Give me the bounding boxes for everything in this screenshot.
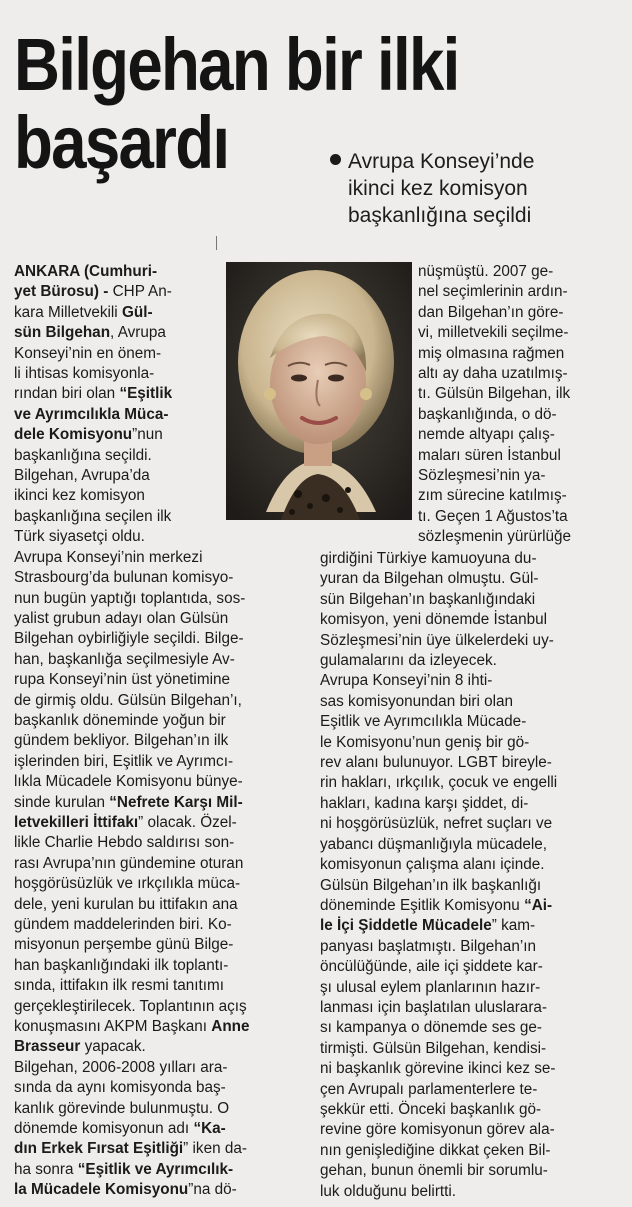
text-line: [418, 323, 624, 343]
text-line: [14, 405, 314, 425]
text-line: [418, 486, 624, 506]
text-run: ikinci kez komisyon: [14, 487, 145, 505]
bold-text: letvekilleri İttifakı: [14, 813, 139, 831]
text-run: le Komisyonu’nun geniş bir gö-: [320, 733, 530, 751]
headline-line-1: Bilgehan bir ilki: [14, 23, 459, 106]
text-line: [14, 303, 314, 323]
text-line: [14, 997, 314, 1017]
text-line: [418, 262, 624, 282]
text-line: [320, 916, 624, 936]
bold-text: dele Komisyonu: [14, 426, 133, 444]
text-run: sinde kurulan: [14, 793, 110, 811]
text-line: [320, 1120, 624, 1140]
text-line: [14, 813, 314, 833]
text-run: , Avrupa: [110, 324, 166, 342]
text-run: han, başkanlığa seçilmesiyle Av-: [14, 650, 235, 668]
text-run: başkanlık döneminde yoğun bir: [14, 711, 226, 729]
article-column-right: [320, 549, 624, 1202]
text-run: misyonun perşembe günü Bilge-: [14, 936, 234, 954]
bold-text: Gül-: [121, 303, 153, 321]
text-line: [320, 692, 624, 712]
text-run: rin hakları, ırkçılık, çocuk ve engelli: [320, 774, 558, 792]
text-line: [418, 466, 624, 486]
text-run: başkanlığına seçilen ilk: [14, 507, 172, 525]
text-run: Bilgehan oybirliğiyle seçildi. Bilge-: [14, 630, 244, 648]
text-run: tı. Gülsün Bilgehan, ilk: [418, 385, 571, 403]
text-line: [14, 282, 314, 302]
text-run: nun bugün yaptığı toplantıda, sos-: [14, 589, 246, 607]
text-line: [14, 548, 314, 568]
text-line: [418, 364, 624, 384]
text-line: [14, 344, 314, 364]
text-line: [320, 712, 624, 732]
text-run: girdiğini Türkiye kamuoyuna du-: [320, 550, 537, 567]
text-run: likle Charlie Hebdo saldırısı son-: [14, 834, 235, 852]
column-divider: [216, 236, 217, 250]
text-run: dele, yeni kurulan bu ittifakın ana: [14, 895, 238, 913]
text-run: li ihtisas komisyonla-: [14, 365, 155, 383]
text-run: Avrupa Konseyi’nin 8 ihti-: [320, 672, 493, 690]
text-run: kara Milletvekili: [14, 303, 122, 321]
bold-text: “Ka-: [193, 1120, 226, 1138]
text-run: ” kam-: [491, 917, 536, 935]
text-run: sözleşmenin yürürlüğe: [418, 528, 572, 546]
text-line: [14, 956, 314, 976]
text-run: sında da aynı komisyonda baş-: [14, 1079, 226, 1097]
article-column-left: [14, 262, 314, 1201]
bold-text: “Ai-: [524, 896, 553, 914]
text-run: sün Bilgehan’ın başkanlığındaki: [320, 590, 536, 608]
text-run: vi, milletvekili seçilme-: [418, 324, 569, 342]
text-run: gerçekleştirilecek. Toplantının açış: [14, 997, 247, 1015]
bold-text: yet Bürosu) -: [14, 283, 109, 301]
text-line: [14, 691, 314, 711]
text-run: nüşmüştü. 2007 ge-: [418, 263, 554, 280]
text-line: [320, 1080, 624, 1100]
text-line: [320, 549, 624, 569]
text-run: Avrupa Konseyi’nin merkezi: [14, 548, 203, 566]
text-line: [14, 364, 314, 384]
text-line: [14, 793, 314, 813]
text-line: [14, 568, 314, 588]
text-run: hoşgörüsüzlük ve ırkçılıkla müca-: [14, 875, 241, 893]
text-run: gehan, bunun önemli bir sorumlu-: [320, 1162, 548, 1180]
text-run: CHP An-: [108, 283, 172, 301]
text-run: Sözleşmesi’nin üye ülkelerdeki uy-: [320, 631, 554, 649]
text-line: [14, 833, 314, 853]
text-run: Konseyi’nin en önem-: [14, 344, 162, 362]
text-line: [14, 1078, 314, 1098]
text-run: gündem bekliyor. Bilgehan’ın ilk: [14, 732, 229, 750]
text-line: [418, 425, 624, 445]
text-line: [14, 1180, 314, 1200]
text-line: [320, 1059, 624, 1079]
text-line: [320, 814, 624, 834]
text-line: [320, 631, 624, 651]
text-run: gündem maddelerinden biri. Ko-: [14, 916, 232, 933]
text-line: [320, 937, 624, 957]
text-run: Gülsün Bilgehan’ın ilk başkanlığı: [320, 876, 542, 894]
text-run: nın genişlediğine dikkat çeken Bil-: [320, 1141, 551, 1159]
text-run: nel seçimlerinin ardın-: [418, 283, 568, 301]
text-line: [320, 651, 624, 671]
text-line: [418, 344, 624, 364]
text-run: komisyon, yeni dönemde İstanbul: [320, 611, 548, 629]
text-run: Eşitlik ve Ayrımcılıkla Mücade-: [320, 713, 527, 731]
text-run: yapacak.: [80, 1038, 146, 1056]
text-line: [14, 527, 314, 547]
text-run: rupa Konseyi’nin üst yönetimine: [14, 671, 230, 689]
text-line: [14, 772, 314, 792]
bold-text: “Nefrete Karşı Mil-: [109, 793, 243, 811]
text-run: rası Avrupa’nın gündemine oturan: [14, 854, 244, 872]
text-line: [320, 590, 624, 610]
text-line: [14, 1139, 314, 1159]
text-run: Sözleşmesi’nin ya-: [418, 467, 546, 485]
text-line: [14, 609, 314, 629]
text-run: tı. Geçen 1 Ağustos’ta: [418, 507, 568, 525]
text-line: [320, 978, 624, 998]
text-line: [320, 794, 624, 814]
text-run: başkanlığında, o dö-: [418, 405, 557, 423]
text-line: [14, 507, 314, 527]
text-line: [14, 895, 314, 915]
text-line: [14, 486, 314, 506]
bold-text: la Mücadele Komisyonu: [14, 1181, 189, 1199]
text-run: ”nun: [132, 426, 163, 444]
text-line: [14, 1160, 314, 1180]
text-run: dönemde komisyonun adı: [14, 1120, 194, 1138]
text-run: Bilgehan, 2006-2008 yılları ara-: [14, 1058, 228, 1076]
bold-text: Anne: [211, 1018, 250, 1036]
text-run: lıkla Mücadele Komisyonu bünye-: [14, 773, 243, 791]
bold-text: dın Erkek Fırsat Eşitliği: [14, 1140, 184, 1158]
text-run: dan Bilgehan’ın göre-: [418, 303, 564, 321]
text-run: sında, ittifakın ilk resmi tanıtımı: [14, 977, 224, 995]
text-line: [14, 446, 314, 466]
text-run: komisyonun çalışma alanı içinde.: [320, 856, 545, 874]
text-run: yabancı düşmanlığıyla mücadele,: [320, 835, 548, 853]
text-run: ” olacak. Özel-: [138, 813, 237, 831]
text-run: sı kampanya o dönemde ses ge-: [320, 1019, 542, 1037]
text-line: [14, 629, 314, 649]
text-line: [14, 1037, 314, 1057]
text-line: [418, 507, 624, 527]
text-run: çen Avrupalı parlamenterlere te-: [320, 1080, 538, 1098]
text-line: [14, 1099, 314, 1119]
text-line: [320, 835, 624, 855]
text-run: hakları, kadına karşı şiddet, di-: [320, 794, 529, 812]
text-run: şı ulusal eylem planlarının hazır-: [320, 978, 541, 996]
text-line: [14, 650, 314, 670]
bold-text: ANKARA (Cumhuri-: [14, 263, 158, 280]
text-run: revine göre komisyonun görev ala-: [320, 1121, 555, 1139]
text-run: yalist grubun adayı olan Gülsün: [14, 609, 229, 627]
text-line: [14, 752, 314, 772]
text-line: [320, 1018, 624, 1038]
text-run: konuşmasını AKPM Başkanı: [14, 1018, 212, 1036]
text-line: [14, 915, 314, 935]
text-line: [320, 733, 624, 753]
text-line: [320, 855, 624, 875]
subhead-line-3: başkanlığına seçildi: [348, 204, 532, 227]
text-run: zım sürecine katılmış-: [418, 487, 567, 505]
text-line: [14, 976, 314, 996]
article-column-right-top: [418, 262, 624, 548]
text-run: ni hoşgörüsüzlük, nefret suçları ve: [320, 815, 553, 833]
text-run: Türk siyasetçi oldu.: [14, 528, 145, 546]
text-line: [320, 610, 624, 630]
text-run: ha sonra: [14, 1160, 78, 1178]
headline-line-2: başardı: [14, 101, 229, 184]
bold-text: sün Bilgehan: [14, 324, 111, 342]
text-run: luk olduğunu belirtti.: [320, 1182, 457, 1200]
bold-text: le İçi Şiddetle Mücadele: [320, 917, 492, 935]
text-line: [14, 1017, 314, 1037]
text-run: Strasbourg’da bulunan komisyo-: [14, 569, 234, 587]
subheadline: [330, 148, 620, 229]
text-run: öncülüğünde, aile içi şiddete kar-: [320, 958, 543, 976]
text-run: panyası başlatmıştı. Bilgehan’ın: [320, 937, 536, 955]
bold-text: Brasseur: [14, 1038, 81, 1056]
text-run: yuran da Bilgehan olmuştu. Gül-: [320, 570, 539, 588]
text-line: [14, 589, 314, 609]
text-line: [14, 670, 314, 690]
text-run: ” iken da-: [183, 1140, 247, 1158]
text-line: [418, 446, 624, 466]
text-run: nemde altyapı çalış-: [418, 426, 555, 444]
text-run: ni başkanlık görevine ikinci kez se-: [320, 1060, 556, 1078]
text-line: [320, 1141, 624, 1161]
text-line: [320, 1100, 624, 1120]
text-line: [14, 874, 314, 894]
text-line: [320, 896, 624, 916]
text-line: [418, 282, 624, 302]
text-run: ”na dö-: [188, 1181, 237, 1199]
text-line: [14, 425, 314, 445]
text-line: [14, 466, 314, 486]
text-line: [320, 1039, 624, 1059]
text-run: işlerinden biri, Eşitlik ve Ayrımcı-: [14, 752, 234, 770]
bold-text: “Eşitlik: [119, 385, 173, 403]
text-run: döneminde Eşitlik Komisyonu: [320, 896, 525, 914]
text-line: [320, 1182, 624, 1202]
text-run: maları süren İstanbul: [418, 446, 561, 464]
text-run: kanlık görevinde bulunmuştu. O: [14, 1099, 230, 1117]
text-run: han başkanlığındaki ilk toplantı-: [14, 956, 229, 974]
text-line: [418, 384, 624, 404]
subhead-line-2: ikinci kez komisyon: [348, 177, 528, 200]
text-line: [320, 998, 624, 1018]
text-run: başkanlığına seçildi.: [14, 446, 152, 464]
text-line: [14, 935, 314, 955]
text-run: de girmiş oldu. Gülsün Bilgehan’ı,: [14, 691, 242, 709]
text-line: [14, 1058, 314, 1078]
text-run: sas komisyonundan biri olan: [320, 692, 514, 710]
text-run: lanması için başlatılan uluslarara-: [320, 998, 548, 1016]
text-line: [320, 753, 624, 773]
text-line: [14, 731, 314, 751]
text-line: [14, 711, 314, 731]
bold-text: ve Ayrımcılıkla Müca-: [14, 405, 169, 423]
text-run: rev alanı bulunuyor. LGBT bireyle-: [320, 754, 552, 772]
text-run: şekkür etti. Önceki başkanlık gö-: [320, 1100, 542, 1118]
text-line: [320, 957, 624, 977]
text-run: altı ay daha uzatılmış-: [418, 365, 568, 383]
text-line: [14, 323, 314, 343]
text-line: [320, 569, 624, 589]
text-line: [14, 262, 314, 282]
bold-text: “Eşitlik ve Ayrımcılık-: [77, 1160, 234, 1178]
text-run: tirmişti. Gülsün Bilgehan, kendisi-: [320, 1039, 547, 1057]
text-line: [14, 1119, 314, 1139]
text-line: [418, 527, 624, 547]
text-line: [14, 384, 314, 404]
text-line: [320, 773, 624, 793]
subhead-line-1: Avrupa Konseyi’nde: [348, 150, 535, 173]
text-line: [418, 303, 624, 323]
bullet-icon: [330, 154, 341, 165]
text-line: [418, 405, 624, 425]
text-line: [320, 1161, 624, 1181]
text-run: miş olmasına rağmen: [418, 344, 565, 362]
text-run: Bilgehan, Avrupa’da: [14, 467, 150, 485]
text-run: rından biri olan: [14, 385, 120, 403]
text-line: [320, 671, 624, 691]
text-run: gulamalarını da izleyecek.: [320, 652, 497, 670]
text-line: [14, 854, 314, 874]
text-line: [320, 876, 624, 896]
